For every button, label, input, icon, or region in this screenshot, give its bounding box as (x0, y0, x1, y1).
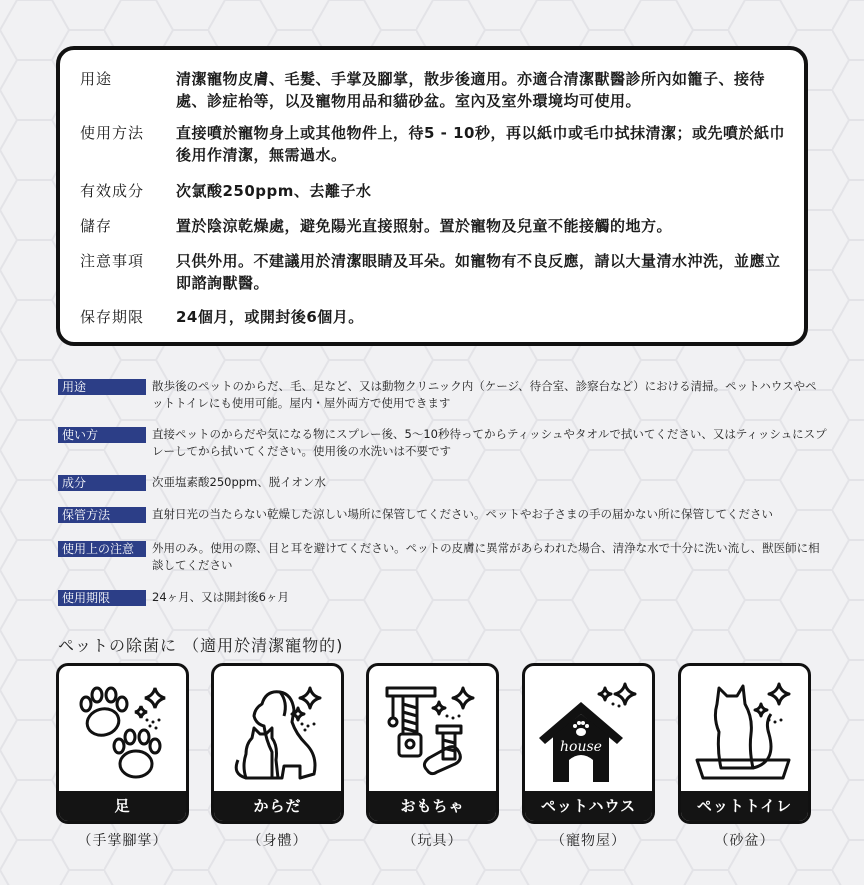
house-word: house (560, 739, 602, 755)
jp-row-storage (58, 506, 828, 523)
paw-icon (67, 674, 178, 786)
cat-tower-toy-icon (377, 674, 488, 786)
jp-label: 使用期限 (58, 590, 146, 606)
jp-row-usage (58, 378, 828, 412)
jp-text: 直射日光の当たらない乾燥した涼しい場所に保管してください。ペットやお子さまの手の届かない所に保管してください (152, 507, 773, 521)
cn-label: 注意事項 (80, 252, 145, 270)
section-title: ペットの除菌に （適用於清潔寵物的) (58, 636, 344, 655)
jp-text: 外用のみ。使用の際、目と耳を避けてください。ペットの皮膚に異常があらわれた場合、清浄な水で十分に洗い流し、獣医師に相談してください (152, 541, 820, 572)
card-pet-house (522, 663, 655, 824)
card-caption: （砂盆） (714, 833, 775, 849)
jp-label: 保管方法 (58, 507, 146, 523)
cn-row-shelf-life (80, 306, 788, 328)
cn-label: 保存期限 (80, 308, 145, 326)
card-body (211, 663, 344, 824)
jp-text: 散歩後のペットのからだ、毛、足など、又は動物クリニック内（ケージ、待合室、診察台など）における清掃。ペットハウスやペットトイレにも使用可能。屋内・屋外両方で使用できます (152, 379, 817, 410)
cn-label: 儲存 (80, 217, 113, 235)
card-label: ペットトイレ (681, 791, 808, 821)
chinese-info-panel (56, 46, 808, 346)
card-caption: （身體） (247, 833, 308, 849)
cn-label: 用途 (80, 70, 113, 88)
jp-text: 24ヶ月、又は開封後6ヶ月 (152, 590, 289, 604)
jp-label: 成分 (58, 475, 146, 491)
jp-label: 用途 (58, 379, 146, 395)
jp-text: 次亜塩素酸250ppm、脱イオン水 (152, 475, 326, 489)
cn-text: 次氯酸250ppm、去離子水 (176, 182, 372, 200)
jp-text: 直接ペットのからだや気になる物にスプレー後、5〜10秒待ってからティッシュやタオルで拭いてください、又はティッシュにスプレーしてから拭いてください。使用後の水洗いは不要です (152, 427, 827, 458)
card-label: ペットハウス (525, 791, 652, 821)
jp-row-ingredients (58, 474, 828, 491)
card-caption: （玩具） (402, 833, 463, 849)
jp-row-caution (58, 540, 828, 574)
jp-row-shelf-life (58, 589, 828, 606)
card-label: からだ (214, 791, 341, 821)
cn-label: 有效成分 (80, 182, 145, 200)
cn-row-caution (80, 250, 788, 294)
cn-text: 直接噴於寵物身上或其他物件上，待5 - 10秒，再以紙巾或毛巾拭抹清潔；或先噴於紙巾後用作清潔，無需過水。 (176, 124, 785, 164)
card-label: 足 (59, 791, 186, 821)
jp-row-method (58, 426, 828, 460)
card-caption: （寵物屋） (551, 833, 626, 849)
cn-row-storage (80, 215, 788, 237)
cn-text: 清潔寵物皮膚、毛髮、手掌及腳掌，散步後適用。亦適合清潔獸醫診所內如籠子、接待處、診症枱等，以及寵物用品和貓砂盆。室內及室外環境均可使用。 (176, 70, 766, 110)
jp-label: 使用上の注意 (58, 541, 146, 557)
cn-row-method (80, 122, 788, 166)
card-caption: （手掌腳掌） (77, 833, 168, 849)
card-paw (56, 663, 189, 824)
cn-text: 置於陰涼乾燥處，避免陽光直接照射。置於寵物及兒童不能接觸的地方。 (176, 217, 673, 235)
card-toy (366, 663, 499, 824)
cn-text: 24個月，或開封後6個月。 (176, 308, 364, 326)
litter-box-icon (689, 674, 800, 786)
pet-house-icon (533, 674, 644, 786)
dog-cat-icon (222, 674, 333, 786)
card-label: おもちゃ (369, 791, 496, 821)
cn-row-ingredients (80, 180, 788, 202)
card-litter-box (678, 663, 811, 824)
jp-label: 使い方 (58, 427, 146, 443)
cn-row-usage (80, 68, 788, 112)
cn-text: 只供外用。不建議用於清潔眼睛及耳朵。如寵物有不良反應，請以大量清水沖洗，並應立即諮詢獸醫。 (176, 252, 781, 292)
cn-label: 使用方法 (80, 124, 145, 142)
